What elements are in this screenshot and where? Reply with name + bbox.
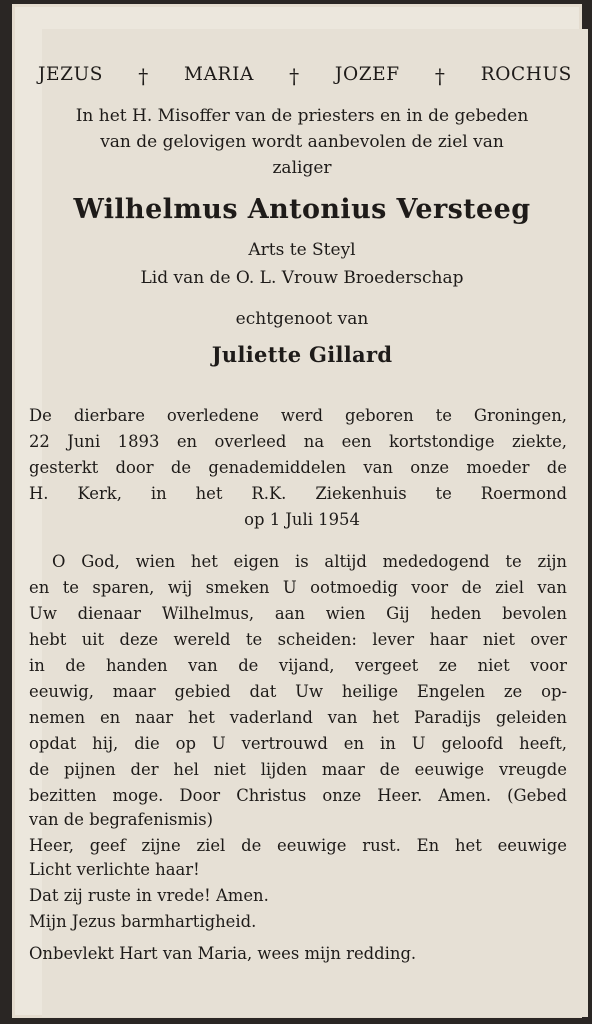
prayer-line: en te sparen, wij smeken U ootmoedig voor de ziel van [29,578,567,597]
intro-line: van de gelovigen wordt aanbevolen de ziel van [100,132,504,152]
prayer-line: Uw dienaar Wilhelmus, aan wien Gij heden bevolen [29,604,567,623]
bio-line: op 1 Juli 1954 [244,510,360,529]
prayer-line: opdat hij, die op U vertrouwd en in U geloofd heeft, [29,734,567,753]
prayer-line: nemen en naar het vaderland van het Paradijs geleiden [29,708,567,727]
prayer-line: eeuwig, maar gebied dat Uw heilige Engelen ze op- [29,682,567,701]
header-names [38,64,572,88]
bio-line: gesterkt door de genademiddelen van onze moeder de [29,458,567,477]
bio-line: De dierbare overledene werd geboren te Groningen, [29,406,567,425]
prayer-line: O God, wien het eigen is altijd mededogend te zijn [52,552,567,571]
bio-line: H. Kerk, in het R.K. Ziekenhuis te Roermond [29,484,567,503]
prayer-line: Dat zij ruste in vrede! Amen. [29,886,269,905]
prayer-line: bezitten moge. Door Christus onze Heer. Amen. (Gebed [29,786,567,805]
header-jezus: JEZUS [38,64,104,85]
cross-icon: † [138,64,149,88]
prayer-line: hebt uit deze wereld te scheiden: lever haar niet over [29,630,567,649]
intro-line: In het H. Misoffer van de priesters en in de gebeden [75,106,529,126]
deceased-membership: Lid van de O. L. Vrouw Broederschap [140,268,464,288]
intro-line: zaliger [272,158,332,178]
prayer-line: de pijnen der hel niet lijden maar de eeuwige vreugde [29,760,567,779]
cross-icon: † [434,64,446,88]
prayer-line: in de handen van de vijand, vergeet ze niet voor [29,656,567,675]
header-jozef: JOZEF [334,64,400,85]
prayer-line: Mijn Jezus barmhartigheid. [29,912,257,931]
prayer-line: Onbevlekt Hart van Maria, wees mijn redding. [29,944,417,963]
deceased-title: Arts te Steyl [248,240,356,260]
deceased-name: Wilhelmus Antonius Versteeg [73,194,531,225]
prayer-line: van de begrafenismis) [29,810,214,829]
spouse-name: Juliette Gillard [211,342,393,367]
bio-line: 22 Juni 1893 en overleed na een kortstondige ziekte, [29,432,567,451]
cross-icon: † [289,64,300,88]
spouse-label: echtgenoot van [235,309,369,329]
prayer-line: Licht verlichte haar! [29,860,200,879]
prayer-line: Heer, geef zijne ziel de eeuwige rust. En het eeuwige [29,836,567,855]
header-maria: MARIA [184,64,254,85]
header-rochus: ROCHUS [480,64,572,85]
